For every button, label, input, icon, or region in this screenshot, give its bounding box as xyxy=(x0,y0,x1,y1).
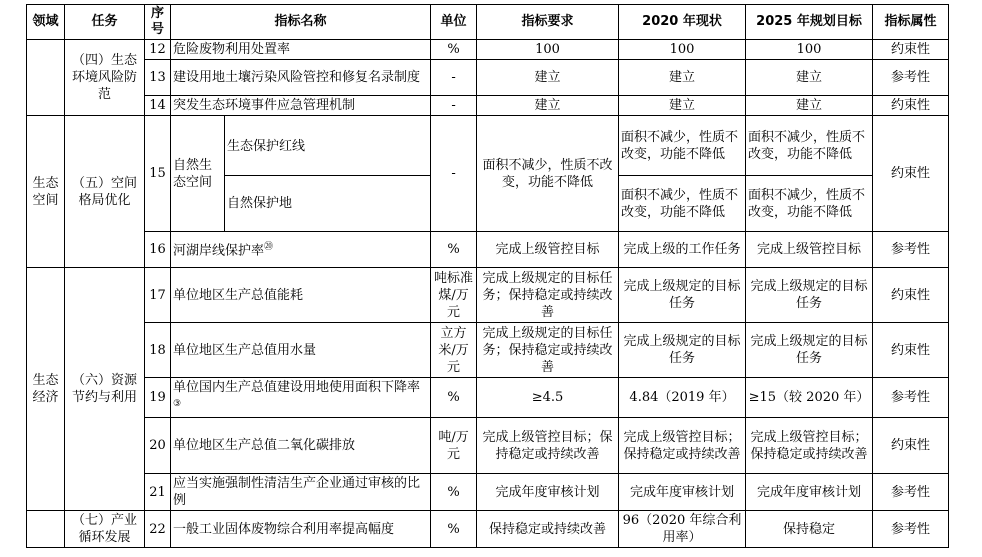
footnote-marker: ③ xyxy=(173,399,182,409)
task-cell: （四）生态环境风险防范 xyxy=(65,40,145,116)
attribute-cell: 约束性 xyxy=(873,96,949,116)
table-row xyxy=(27,232,949,268)
indicator-name-text: 单位国内生产总值建设用地使用面积下降率 xyxy=(173,380,421,395)
unit-cell: 吨/万元 xyxy=(431,418,477,474)
unit-cell: - xyxy=(431,96,477,116)
table-row xyxy=(27,323,949,378)
indicator-name: 一般工业固体废物综合利用率提高幅度 xyxy=(171,511,431,548)
target-2025-cell: 建立 xyxy=(746,60,873,96)
task-cell: （五）空间格局优化 xyxy=(65,116,145,268)
target-2025-cell: 保持稳定 xyxy=(746,511,873,548)
domain-cell xyxy=(27,40,65,116)
row-number: 14 xyxy=(145,96,171,116)
indicator-name: 单位地区生产总值二氧化碳排放 xyxy=(171,418,431,474)
attribute-cell: 参考性 xyxy=(873,232,949,268)
header-status-2020: 2020 年现状 xyxy=(619,5,746,40)
status-2020-cell: 建立 xyxy=(619,96,746,116)
indicator-name: 应当实施强制性清洁生产企业通过审核的比例 xyxy=(171,474,431,511)
requirement-cell: 保持稳定或持续改善 xyxy=(477,511,619,548)
indicator-name: 危险废物利用处置率 xyxy=(171,40,431,60)
row-number: 12 xyxy=(145,40,171,60)
unit-cell: - xyxy=(431,60,477,96)
indicator-name: 单位地区生产总值能耗 xyxy=(171,268,431,323)
header-indicator-name: 指标名称 xyxy=(171,5,431,40)
table-row xyxy=(27,511,949,548)
target-2025-cell: 完成上级管控目标；保持稳定或持续改善 xyxy=(746,418,873,474)
requirement-cell: 建立 xyxy=(477,96,619,116)
row-number: 17 xyxy=(145,268,171,323)
status-2020-cell: 建立 xyxy=(619,60,746,96)
target-2025-cell: 完成上级规定的目标任务 xyxy=(746,268,873,323)
attribute-cell: 参考性 xyxy=(873,511,949,548)
attribute-cell: 约束性 xyxy=(873,418,949,474)
target-2025-cell: 完成上级管控目标 xyxy=(746,232,873,268)
attribute-cell: 参考性 xyxy=(873,60,949,96)
header-domain: 领域 xyxy=(27,5,65,40)
indicator-name: 单位地区生产总值用水量 xyxy=(171,323,431,378)
target-2025-cell: ≥15（较 2020 年） xyxy=(746,378,873,418)
indicator-table xyxy=(26,4,949,548)
status-2020-cell: 96（2020 年综合利用率） xyxy=(619,511,746,548)
unit-cell: % xyxy=(431,40,477,60)
status-2020-cell: 完成上级规定的目标任务 xyxy=(619,323,746,378)
table-row xyxy=(27,40,949,60)
indicator-name-text: 河湖岸线保护率 xyxy=(173,243,265,259)
header-task: 任务 xyxy=(65,5,145,40)
status-2020-cell: 100 xyxy=(619,40,746,60)
header-attribute: 指标属性 xyxy=(873,5,949,40)
task-cell: （七）产业循环发展 xyxy=(65,511,145,548)
indicator-name xyxy=(171,378,431,418)
table-row xyxy=(27,96,949,116)
task-cell: （六）资源节约与利用 xyxy=(65,268,145,511)
unit-cell: 吨标准煤/万元 xyxy=(431,268,477,323)
target-2025-cell: 完成年度审核计划 xyxy=(746,474,873,511)
unit-cell: % xyxy=(431,232,477,268)
target-2025-cell: 面积不减少，性质不改变，功能不降低 xyxy=(746,176,873,232)
row-number: 19 xyxy=(145,378,171,418)
status-2020-cell: 面积不减少，性质不改变，功能不降低 xyxy=(619,116,746,176)
indicator-name: 自然保护地 xyxy=(225,176,431,232)
target-2025-cell: 100 xyxy=(746,40,873,60)
status-2020-cell: 完成上级的工作任务 xyxy=(619,232,746,268)
row-number: 21 xyxy=(145,474,171,511)
header-unit: 单位 xyxy=(431,5,477,40)
requirement-cell: 完成上级管控目标 xyxy=(477,232,619,268)
status-2020-cell: 完成上级规定的目标任务 xyxy=(619,268,746,323)
table-row xyxy=(27,418,949,474)
header-row xyxy=(27,5,949,40)
requirement-cell: 100 xyxy=(477,40,619,60)
row-number: 13 xyxy=(145,60,171,96)
header-number: 序号 xyxy=(145,5,171,40)
table-row xyxy=(27,474,949,511)
requirement-cell: ≥4.5 xyxy=(477,378,619,418)
status-2020-cell: 完成年度审核计划 xyxy=(619,474,746,511)
domain-cell: 生态空间 xyxy=(27,116,65,268)
unit-cell: - xyxy=(431,116,477,232)
row-number: 15 xyxy=(145,116,171,232)
status-2020-cell: 面积不减少，性质不改变，功能不降低 xyxy=(619,176,746,232)
requirement-cell: 完成年度审核计划 xyxy=(477,474,619,511)
row-number: 16 xyxy=(145,232,171,268)
attribute-cell: 参考性 xyxy=(873,378,949,418)
indicator-name: 建设用地土壤污染风险管控和修复名录制度 xyxy=(171,60,431,96)
attribute-cell: 约束性 xyxy=(873,268,949,323)
table-row xyxy=(27,378,949,418)
indicator-group: 自然生态空间 xyxy=(171,116,225,232)
attribute-cell: 约束性 xyxy=(873,116,949,232)
status-2020-cell: 完成上级管控目标；保持稳定或持续改善 xyxy=(619,418,746,474)
attribute-cell: 约束性 xyxy=(873,323,949,378)
unit-cell: % xyxy=(431,474,477,511)
indicator-name: 生态保护红线 xyxy=(225,116,431,176)
attribute-cell: 约束性 xyxy=(873,40,949,60)
target-2025-cell: 面积不减少，性质不改变，功能不降低 xyxy=(746,116,873,176)
indicator-name: 突发生态环境事件应急管理机制 xyxy=(171,96,431,116)
row-number: 18 xyxy=(145,323,171,378)
requirement-cell: 建立 xyxy=(477,60,619,96)
indicator-name xyxy=(171,232,431,268)
table-row xyxy=(27,116,949,176)
unit-cell: % xyxy=(431,511,477,548)
header-requirement: 指标要求 xyxy=(477,5,619,40)
requirement-cell: 完成上级规定的目标任务；保持稳定或持续改善 xyxy=(477,268,619,323)
footnote-marker: ⑳ xyxy=(264,242,274,253)
status-2020-cell: 4.84（2019 年） xyxy=(619,378,746,418)
requirement-cell: 完成上级管控目标；保持稳定或持续改善 xyxy=(477,418,619,474)
header-target-2025: 2025 年规划目标 xyxy=(746,5,873,40)
table-row xyxy=(27,60,949,96)
requirement-cell: 完成上级规定的目标任务；保持稳定或持续改善 xyxy=(477,323,619,378)
domain-cell xyxy=(27,511,65,548)
row-number: 20 xyxy=(145,418,171,474)
target-2025-cell: 建立 xyxy=(746,96,873,116)
attribute-cell: 参考性 xyxy=(873,474,949,511)
unit-cell: % xyxy=(431,378,477,418)
row-number: 22 xyxy=(145,511,171,548)
target-2025-cell: 完成上级规定的目标任务 xyxy=(746,323,873,378)
table-row xyxy=(27,268,949,323)
requirement-cell: 面积不减少，性质不改变，功能不降低 xyxy=(477,116,619,232)
domain-cell: 生态经济 xyxy=(27,268,65,511)
unit-cell: 立方米/万元 xyxy=(431,323,477,378)
